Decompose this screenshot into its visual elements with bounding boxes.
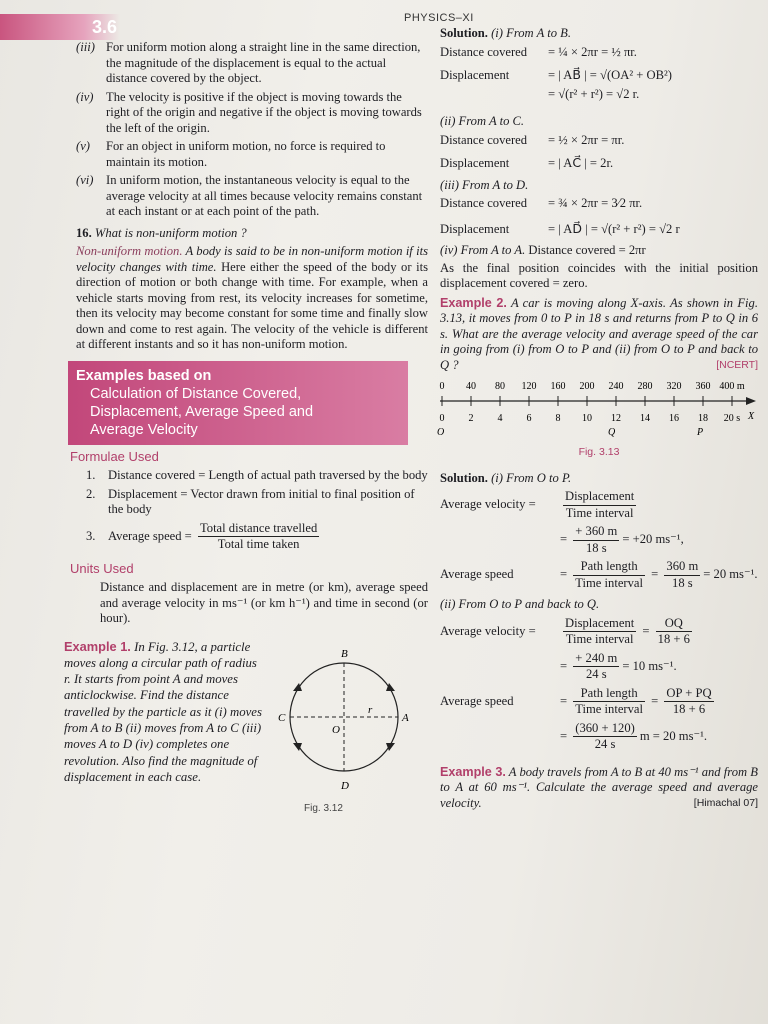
time-tick-label: 14	[640, 413, 650, 424]
time-tick-label: 4	[497, 413, 503, 424]
fig-3-13-caption: Fig. 3.13	[578, 446, 620, 458]
formulae-heading: Formulae Used	[70, 448, 159, 464]
label-a: A	[402, 711, 409, 724]
examples-heading-box: Examples based on Calculation of Distance Covered, Displacement, Average Speed and Average Velocity	[68, 361, 408, 445]
time-labels	[440, 413, 741, 424]
time-tick-label: 2	[468, 413, 474, 424]
fig-3-13	[437, 377, 758, 455]
fig-3-12	[264, 639, 424, 822]
units-heading: Units Used	[70, 560, 134, 576]
example-2: Example 2. A car is moving along X-axis. As shown in Fig. 3.13, it moves from 0 to P in 18 s and returns from P to Q in 6 s. What are the average velocity and average speed of the car in going from (i) from O to P and (ii) from O to P and back to Q ? [NCERT]	[440, 295, 758, 372]
distance-tick-label: 240	[608, 381, 624, 392]
left-column	[64, 40, 428, 821]
oq-avg-velocity: Average velocity = $\frac{\text{Displacement}}{\text{Time interval}}$ = $\frac{OQ}{18 + 6}$	[440, 615, 690, 646]
point-iii: (iii) For uniform motion along a straight line in the same direction, the magnitude of the displacement is equal to the actual distance covered by the object.	[76, 40, 421, 85]
solution-2-heading: Solution. (i) From O to P.	[440, 470, 572, 485]
answer-16: Non-uniform motion. A body is said to be in non-uniform motion if its velocity changes with time. Here either the speed of the body or its direction of motion or both change with time. For example, when a vehicle starts moving from rest, its velocity increases for sometime, then its velocity may become constant for some time and finally slow down and come to rest again. The velocity of the vehicle is different at different instants and so it has non-uniform motion.	[76, 244, 428, 351]
ab-displacement: Displacement = | AB⃗ | = √(OA² + OB²)	[440, 68, 672, 82]
ac-displacement: Displacement = | AC⃗ | = 2r.	[440, 156, 614, 170]
point-iv: (iv) The velocity is positive if the object is moving towards the right of the origin and negative if the object is moving towards the left of the origin.	[76, 89, 422, 135]
oq-avg-speed: Average speed = $\frac{\text{Path length}}{\text{Time interval}}$ = $\frac{OP + PQ}{18 + 6}$	[440, 685, 712, 716]
formulae-list	[76, 468, 428, 553]
label-o: O	[332, 723, 340, 736]
ad-displacement: Displacement = | AD⃗ | = √(r² + r²) = √2 r	[440, 221, 680, 236]
oq-heading: (ii) From O to P and back to Q.	[440, 597, 600, 611]
op-avg-speed: Average speed = $\frac{\text{Path length}}{\text{Time interval}}$ = $\frac{360 m}{18 s}$ = 20 ms⁻¹.	[440, 559, 758, 590]
time-tick-label: 8	[555, 413, 561, 424]
point-o: O	[437, 427, 445, 438]
aa-line: (iv) From A to A. Distance covered = 2πr	[440, 243, 646, 257]
fig-3-12-caption: Fig. 3.12	[304, 802, 343, 814]
distance-tick-label: 320	[666, 381, 682, 392]
running-title: PHYSICS–XI	[404, 12, 474, 24]
aa-text: As the final position coincides with the initial position displacement covered = zero.	[440, 260, 758, 290]
circle-diagram	[264, 639, 424, 817]
distance-tick-label: 40	[466, 381, 476, 392]
oq-avg-speed-result: = $\frac{(360 + 120)}{24 s}$ m = 20 ms⁻¹.	[560, 720, 708, 751]
solution-1-heading: Solution. (i) From A to B.	[440, 26, 571, 40]
ab-displacement-result: = √(r² + r²) = √2 r.	[548, 86, 640, 101]
ad-distance: Distance covered = ¾ × 2πr = 3⁄2 πr.	[440, 196, 643, 210]
op-avg-velocity-result: = $\frac{+ 360 m}{18 s}$ = +20 ms⁻¹,	[560, 524, 684, 555]
formula-3: 3. Average speed = $\frac{\text{Total distance travelled}}{\text{Total time taken}}$	[86, 520, 318, 551]
time-tick-label: 12	[611, 413, 621, 424]
formula-1: 1. Distance covered = Length of actual path traversed by the body	[86, 468, 428, 482]
label-r: r	[368, 703, 373, 716]
distance-tick-label: 120	[521, 381, 537, 392]
time-tick-label: 18	[698, 413, 708, 424]
label-d: D	[341, 779, 349, 792]
time-tick-label: 0	[439, 413, 445, 424]
distance-tick-label: 280	[637, 381, 653, 392]
question-16: 16. What is non-uniform motion ?	[76, 225, 247, 240]
axis-x: X	[748, 411, 755, 422]
number-line-diagram	[437, 377, 758, 455]
point-v: (v) For an object in uniform motion, no force is required to maintain its motion.	[76, 139, 386, 169]
ac-heading: (ii) From A to C.	[440, 114, 525, 128]
ab-distance: Distance covered = ¼ × 2πr = ½ πr.	[440, 44, 637, 59]
time-tick-label: 10	[582, 413, 592, 424]
time-tick-label: 20 s	[723, 413, 741, 424]
distance-tick-label: 0	[439, 381, 445, 392]
point-p: P	[697, 427, 704, 438]
distance-tick-label: 160	[550, 381, 566, 392]
distance-tick-label: 360	[695, 381, 711, 392]
op-avg-velocity: Average velocity = $\frac{\text{Displacement}}{\text{Time interval}}$	[440, 489, 635, 520]
page-number: 3.6	[0, 14, 120, 40]
ac-distance: Distance covered = ½ × 2πr = πr.	[440, 132, 625, 147]
oq-avg-velocity-result: = $\frac{+ 240 m}{24 s}$ = 10 ms⁻¹.	[560, 650, 677, 681]
point-q: Q	[608, 427, 616, 438]
time-tick-label: 6	[526, 413, 532, 424]
ad-heading: (iii) From A to D.	[440, 177, 529, 192]
units-text: Distance and displacement are in metre (or km), average speed and average velocity in ms⁻¹ (or km h⁻¹) and time in second (or hour).	[100, 580, 428, 625]
distance-tick-label: 80	[495, 381, 505, 392]
right-column	[437, 26, 758, 811]
label-b: B	[341, 647, 348, 660]
time-tick-label: 16	[669, 413, 679, 424]
average-speed-fraction: $\frac{\text{Total distance travelled}}{\text{Total time taken}}$	[199, 520, 318, 551]
distance-tick-label: 400 m	[719, 381, 745, 392]
distance-labels	[440, 381, 745, 392]
formula-2: 2. Displacement = Vector drawn from initial to final position of the body	[86, 486, 415, 516]
distance-tick-label: 200	[579, 381, 595, 392]
solution-2	[440, 471, 758, 753]
example-3: Example 3. A body travels from A to B at 40 ms⁻¹ and from B to A at 60 ms⁻¹. Calculate the average speed and average velocity. [Himachal 07]	[440, 764, 758, 810]
label-c: C	[278, 711, 286, 724]
example-1: Example 1. In Fig. 3.12, a particle moves along a circular path of radius r. It starts from point A and moves anticlockwise. Find the distance travelled by the particle as it (i) moves from A to B (ii) moves from A to C (iii) moves A to D (iv) completes one revolution. Also find the magnitude of displacement in each case. B C A D O r Fig. 3.12	[64, 639, 428, 822]
point-vi: (vi) In uniform motion, the instantaneous velocity is equal to the average velocity at all times because velocity remains constant at each instant or at each point of the path.	[76, 173, 423, 218]
